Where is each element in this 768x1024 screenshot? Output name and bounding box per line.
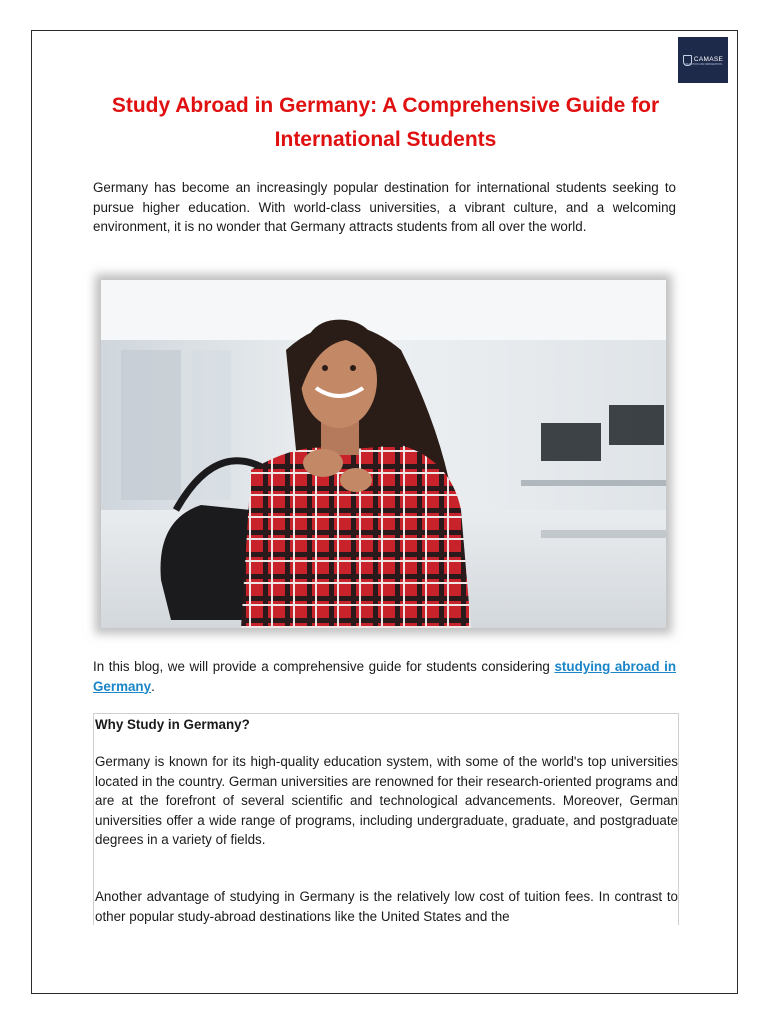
why-study-section (93, 713, 679, 925)
document-page (31, 30, 738, 994)
blog-intro-text: In this blog, we will provide a comprehensive guide for students considering (93, 659, 555, 674)
intro-paragraph: Germany has become an increasingly popular destination for international students seeking to pursue higher education. With world-class universities, a vibrant culture, and a welcoming environment, it is no wonder that Germany attracts students from all over the world. (93, 180, 676, 234)
studying-abroad-link[interactable]: studying abroad in Germany (93, 659, 676, 694)
logo-subtext: EDUCATION AND IMMIGRATION (684, 63, 722, 66)
page-title: Study Abroad in Germany: A Comprehensive Guide for International Students (111, 94, 660, 151)
blog-intro-paragraph (93, 657, 676, 696)
logo-text: CAMASE (693, 55, 724, 63)
section-paragraph-2: Another advantage of studying in Germany is the relatively low cost of tuition fees. In contrast to other popular study-abroad destinations like the United States and the (95, 889, 678, 924)
student-photo (101, 280, 666, 628)
blog-intro-end: . (151, 678, 155, 694)
student-photo-illustration (101, 280, 666, 628)
company-logo (678, 37, 728, 83)
section-paragraph-1: Germany is known for its high-quality education system, with some of the world's top universities located in the country. German universities are renowned for their research-oriented programs and are at the forefront of several scientific and technological advancements. Moreover, German universities offer a wide range of programs, including undergraduate, graduate, and postgraduate degrees in a variety of fields. (95, 754, 678, 847)
section-heading: Why Study in Germany? (95, 717, 250, 732)
